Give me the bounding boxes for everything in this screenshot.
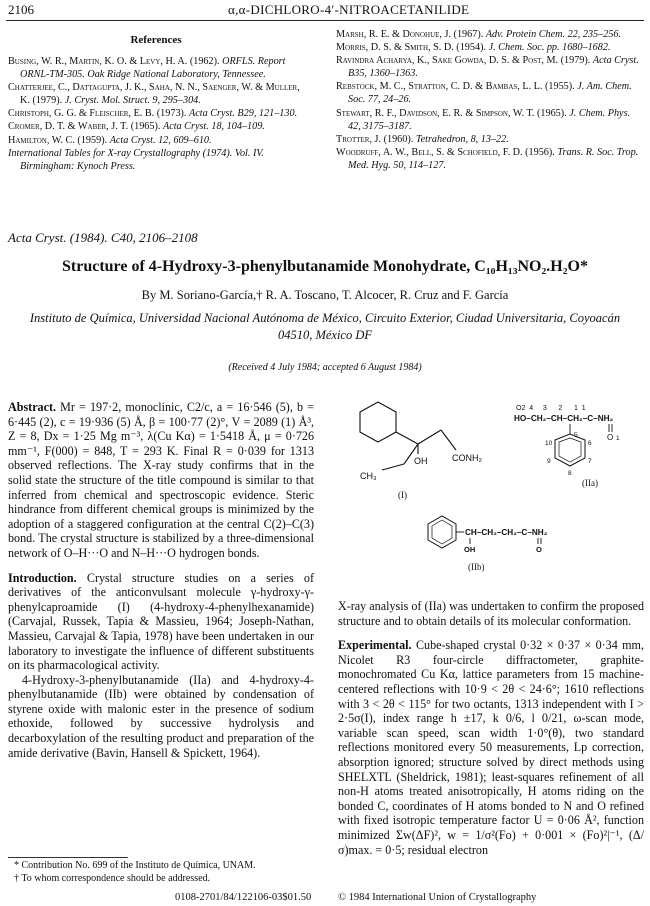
chemical-structures-figure [338,400,644,590]
bond [382,464,404,470]
struct-IIb-oh: OH [464,545,476,554]
reference-item: Ravindra Acharya, K., Sake Gowda, D. S. & Post, M. (1979). Acta Cryst. B35, 1360–1363. [336,55,639,80]
received-dates: (Received 4 July 1984; accepted 6 August 1984) [228,362,422,373]
reference-item: Rebstock, M. C., Stratton, C. D. & Bambas, L. L. (1955). J. Am. Chem. Soc. 77, 24–26. [336,81,632,106]
reference-item: Christoph, G. G. & Fleischer, E. B. (1973). Acta Cryst. B29, 121–130. [8,108,298,120]
reference-item: Stewart, R. F., Davidson, E. R. & Simpson, W. T. (1965). J. Chem. Phys. 42, 3175–3187. [336,107,631,132]
experimental-label: Experimental. [338,638,412,653]
footnote: † To whom correspondence should be addressed. [14,872,211,884]
struct-IIa-o1: 1 [616,435,620,442]
benzene-inner-ring [432,520,452,544]
benzene-inner-ring [559,438,581,462]
reference-item: Woodruff, A. W., Bell, S. & Schofield, F. D. (1956). Trans. R. Soc. Trop. Med. Hyg. 50, 114–127. [336,146,639,171]
ring-number: 10 [545,440,553,447]
ring-number: 6 [588,440,592,447]
ring-number: 8 [568,470,572,477]
left-column-body [8,400,314,760]
struct-label-IIa: (IIa) [582,478,598,488]
article-affiliation: Instituto de Química, Universidad Nacional Autónoma de México, Circuito Exterior, Ciudad Universitaria, Coyoacán 04510, México DF [29,311,621,342]
ring-number: 9 [547,458,551,465]
introduction-text: Crystal structure studies on a series of derivatives of the anticonvulsant molecule γ-hydroxy-γ-phenylcaproamide (I) (4-hydroxy-4-phenylhexanamide) (Carvajal, Russek, Tapia & Massieu, 1964; Joseph-Nathan, Massieu, Carvajal & Tapia, 1978) have been undertaken in our laboratory to investigate the influence of different substituents on its pharmacological activity. [8,570,314,673]
footnote-rule [8,857,128,858]
experimental-paragraph [338,638,644,857]
references-right-column [336,28,641,172]
journal-citation: Acta Cryst. (1984). C40, 2106–2108 [8,230,198,245]
experimental-text: Cube-shaped crystal 0·32 × 0·37 × 0·34 mm, Nicolet R3 four-circle diffractometer, graphite-monochromated Cu Kα, lattice parameters from 15 machine-centered reflections with 10·9 < 2θ < 24·6°; 1610 reflections with 3 < 2θ < 115° for two octants, 1313 independent with I > 2·5σ(I), index range h ±17, k 0/6, l 0/21, ω-scan mode, variable scan speed, scan width 1·0°(θ), two standard reflections monitored every 50 measurements, Lp correction, absorption ignored; structure solved by direct methods using SHELXTL (Sheldrick, 1981); least-squares refinement of all non-H atoms treated anisotropically, H atoms riding on the bonded C, coordinates of H atoms bonded to N and O refined with fixed isotropic temperature factor U = 0·06 Å², function minimized Σw(ΔF)², w = 1/σ²(Fo) + 0·001 × (Fo)²|⁻¹, (Δ/σ)max. = 0·5; residual electron [338,638,644,857]
page-number: 2106 [8,2,34,17]
abstract-label: Abstract. [8,400,57,414]
article-authors: By M. Soriano-García,† R. A. Toscano, T. Alcocer, R. Cruz and F. García [141,288,509,302]
reference-item: Marsh, R. E. & Donohue, J. (1967). Adv. Protein Chem. 22, 235–256. [336,29,622,40]
reference-item: Busing, W. R., Martin, K. O. & Levy, H. A. (1962). ORFLS. Report ORNL-TM-305. Oak Ridge National Laboratory, Tennessee. [8,56,286,81]
references-left-column [8,55,308,173]
struct-IIa-numbers: O2 4 3 2 1 1 [516,405,586,412]
struct-label-I: (I) [398,490,407,500]
copyright-notice: © 1984 International Union of Crystallography [338,892,537,903]
introduction-label: Introduction. [8,570,77,585]
struct-IIb-chain: CH–CH₂–CH₂–C–NH₂ [465,528,548,537]
bond [396,432,418,444]
struct-IIb-o: O [536,545,542,554]
ring-number: 5 [574,432,578,439]
reference-item: Cromer, D. T. & Waber, J. T. (1965). Acta Cryst. 18, 104–109. [8,121,265,133]
introduction-paragraph-2: 4-Hydroxy-3-phenylbutanamide (IIa) and 4-hydroxy-4-phenylbutanamide (IIb) were obtained by condensation of styrene oxide with malonic ester in the presence of sodium ethoxide, followed by successive hydrolysis and decarboxylation of the resulting product and preparation of the amide derivative (Bavin, Hansell & Spickett, 1964). [8,672,314,760]
structure-I [360,402,456,470]
structure-IIa [514,405,620,488]
struct-IIa-o: O [607,433,614,442]
reference-item: Morris, D. S. & Smith, S. D. (1954). J. Chem. Soc. pp. 1680–1682. [336,42,611,54]
article-code: 0108-2701/84/122106-03$01.50 [175,892,312,903]
struct-I-ch3: CH₃ [360,471,377,481]
footnotes [14,860,314,885]
reference-item: Hamilton, W. C. (1959). Acta Cryst. 12, 609–610. [8,134,212,146]
reference-item: Trotter, J. (1960). Tetrahedron, 8, 13–22. [336,133,509,145]
benzene-ring-IIa [555,434,585,466]
struct-label-IIb: (IIb) [468,562,485,572]
ring-number: 7 [588,458,592,465]
abstract-paragraph [8,400,314,561]
benzene-ring-I [360,402,396,442]
right-paragraph: X-ray analysis of (IIa) was undertaken to confirm the proposed structure and to obtain details of its molecular conformation. [338,599,644,628]
struct-IIa-chain: HO–CH₂–CH–CH₂–C–NH₂ [514,414,614,423]
footnote: * Contribution No. 699 of the Instituto de Química, UNAM. [14,860,256,871]
running-title: α,α-DICHLORO-4′-NITROACETANILIDE [228,2,470,17]
abstract-text: Mr = 197·2, monoclinic, C2/c, a = 16·546 (5), b = 6·445 (2), c = 19·936 (5) Å, β = 100·77 (2)°, V = 2089 (1) Å³, Z = 8, Dx = 1·25 Mg m⁻³, λ(Cu Kα) = 1·5418 Å, μ = 0·726 mm⁻¹, F(000) = 848, T = 293 K. Final R = 0·039 for 1313 observed reflections. The X-ray study confirms that in the solid state the structure of the title compound is similar to that inferred from chemical and spectroscopic evidence. Steric hindrance from different chemical groups is minimized by the adoption of a staggered configuration at the central C(2)–C(3) bond. The crystal structure is stabilized by a three-dimensional network of O–H···O and N–H···O hydrogen bonds. [8,400,314,560]
structure-IIb [428,516,548,572]
references-heading: References [130,34,182,46]
introduction-paragraph [8,571,314,673]
article-title: Structure of 4-Hydroxy-3-phenylbutanamide Monohydrate, C₁₀H₁₃NO₂.H₂O* [62,258,588,275]
reference-item: International Tables for X-ray Crystallography (1974). Vol. IV. Birmingham: Kynoch Press. [8,147,264,172]
header-rule [6,20,644,21]
bond [418,430,441,444]
struct-I-oh: OH [414,456,428,466]
struct-I-conh2: CONH₂ [452,453,482,463]
bond [441,430,456,450]
right-column-body [338,599,644,857]
reference-item: Chatterjee, C., Dattagupta, J. K., Saha, N. N., Saenger, W. & Muller, K. (1979). J. Cryst. Mol. Struct. 9, 295–304. [8,82,300,107]
